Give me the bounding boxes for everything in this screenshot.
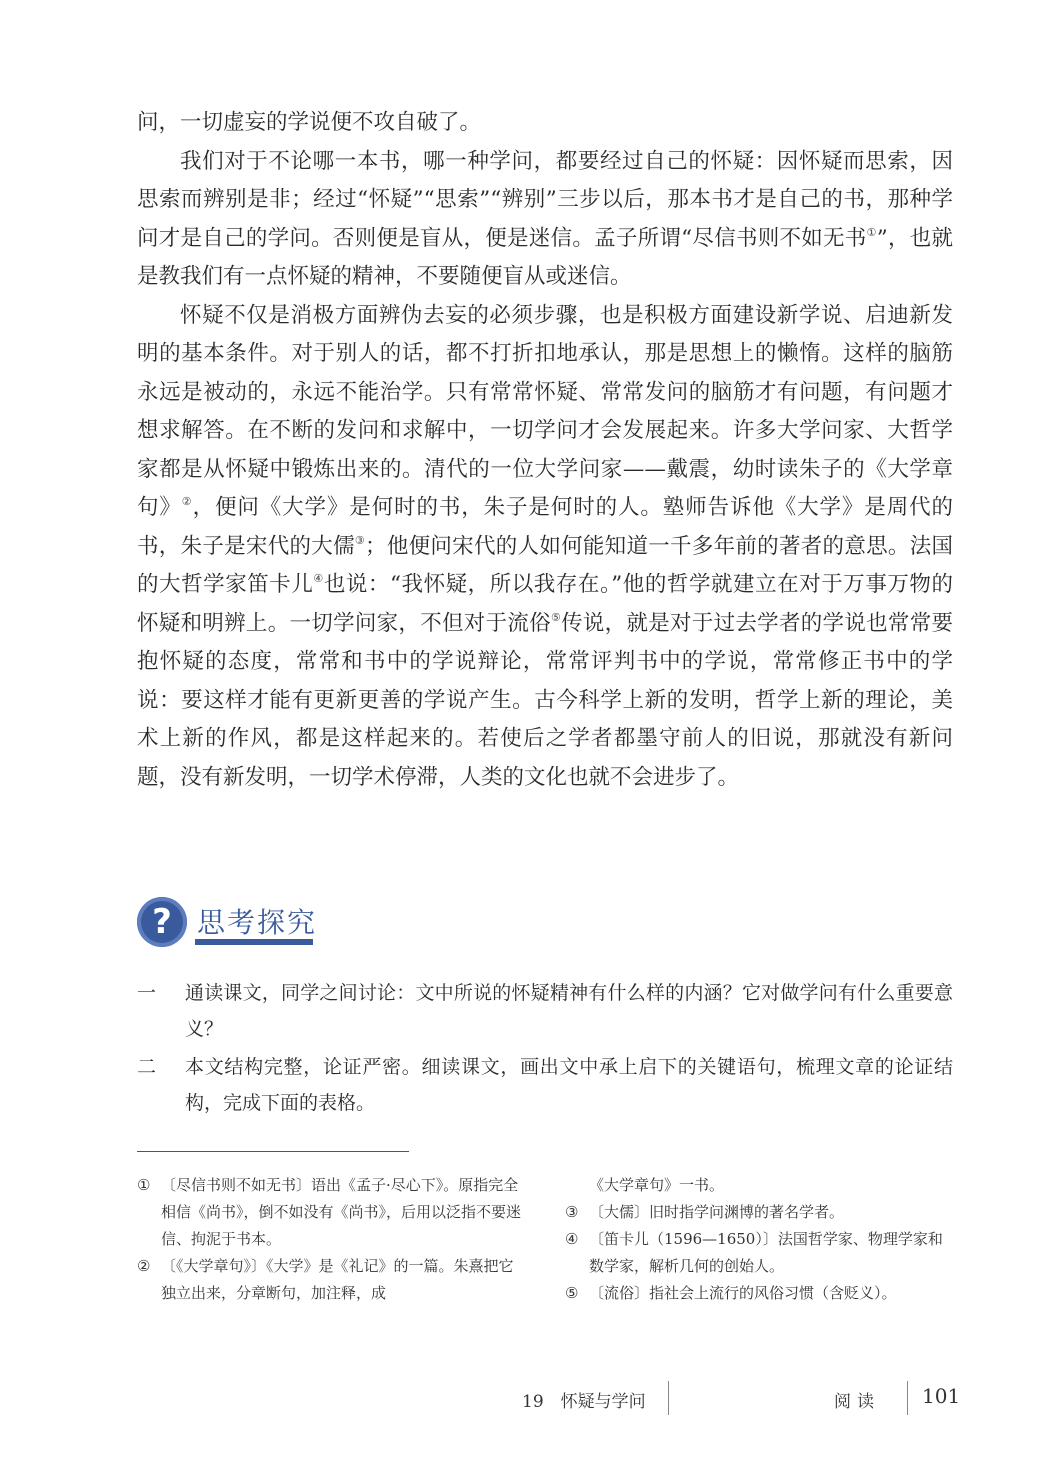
footnote-2-continuation: 《大学章句》一书。 [589,1176,725,1194]
article-body [137,104,953,797]
paragraph-3-text-e: 传说，就是对于过去学者的学说也常常要抱怀疑的态度，常常和书中的学说辩论，常常评判书中的学说，常常修正书中的学说：要这样才能有更新更善的学说产生。古今科学上新的发明，哲学上新的理论，美术上新的作风，都是这样起来的。若使后之学者都墨守前人的旧说，那就没有新问题，没有新发明，一切学术停滞，人类的文化也就不会进步了。 [137,610,953,790]
footnote-mark: ④ [565,1230,579,1248]
paragraph-1: 问，一切虚妄的学说便不攻自破了。 [137,110,482,135]
page-footer [0,1381,1044,1415]
footnote-1 [137,1172,525,1253]
footer-divider [907,1381,908,1415]
paragraph-2-text-b: ”，也就是教我们有一点怀疑的精神，不要随便盲从或迷信。 [137,225,953,289]
paragraph-3-text-c: ；他便问宋代的人如何能知道一千多年前的著者的意思。法国的大哲学家笛卡儿 [137,533,953,597]
footnote-ref-3[interactable]: ③ [354,533,366,547]
footnote-column-right [565,1172,953,1307]
question-number: 一 [137,982,157,1004]
footnote-ref-4[interactable]: ④ [313,572,324,585]
title-underline [195,939,313,945]
question-text: 通读课文，同学之间讨论：文中所说的怀疑精神有什么样的内涵？它对做学问有什么重要意义？ [185,982,953,1040]
footnote-text: 〔笛卡儿（1596—1650）〕法国哲学家、物理学家和数学家，解析几何的创始人。 [589,1230,943,1275]
paragraph-3 [137,297,953,798]
footnote-text: 〔大儒〕旧时指学问渊博的著名学者。 [589,1203,845,1221]
footnote-mark: ⑤ [565,1284,579,1302]
question-list [137,975,953,1123]
think-explore-header [137,897,337,957]
footer-divider [668,1381,669,1415]
footnote-3 [565,1199,953,1226]
footnote-2 [137,1253,525,1307]
paragraph-3-text-b: ，便问《大学》是何时的书，朱子是何时的人。塾师告诉他《大学》是周代的书，朱子是宋代的大儒 [137,495,953,559]
question-number: 二 [137,1056,157,1078]
question-item [137,1049,953,1121]
section-name: 阅读 [834,1392,880,1412]
section-title: 思考探究 [197,906,318,939]
footnote-4 [565,1226,953,1280]
paragraph-3-text-a: 怀疑不仅是消极方面辨伪去妄的必须步骤，也是积极方面建设新学说、启迪新发明的基本条件。对于别人的话，都不打折扣地承认，那是思想上的懒惰。这样的脑筋永远是被动的，永远不能治学。只有常常怀疑、常常发问的脑筋才有问题，有问题才想求解答。在不断的发问和求解中，一切学问才会发展起来。许多大学问家、大哲学家都是从怀疑中锻炼出来的。清代的一位大学问家——戴震，幼时读朱子的《大学章句》 [137,302,953,520]
page-number: 101 [922,1384,961,1408]
footnote-text: 〔流俗〕指社会上流行的风俗习惯（含贬义）。 [589,1284,897,1302]
question-item [137,975,953,1047]
footnote-divider [137,1151,409,1152]
footnote-ref-2[interactable]: ② [181,495,193,508]
footnote-mark: ① [137,1176,151,1194]
footnotes [137,1172,953,1307]
paragraph-2 [137,143,953,297]
chapter-title: 19 怀疑与学问 [522,1392,646,1412]
footnote-mark: ③ [565,1203,579,1221]
question-circle-icon: ? [137,897,187,947]
paragraph-3-text-d: 也说：“我怀疑，所以我存在。”他的哲学就建立在对于万事万物的怀疑和明辨上。一切学问家，不但对于流俗 [137,572,953,636]
footnote-column-left [137,1172,525,1307]
footnote-5 [565,1280,953,1307]
footnote-mark: ② [137,1257,151,1275]
footnote-ref-5[interactable]: ⑤ [550,610,562,624]
question-text: 本文结构完整，论证严密。细读课文，画出文中承上启下的关键语句，梳理文章的论证结构，完成下面的表格。 [185,1056,953,1114]
footnote-text: 〔《大学章句》〕《大学》是《礼记》的一篇。朱熹把它独立出来，分章断句，加注释，成 [161,1257,514,1302]
footnote-text: 〔尽信书则不如无书〕语出《孟子·尽心下》。原指完全相信《尚书》，倒不如没有《尚书》，后用以泛指不要迷信、拘泥于书本。 [161,1176,522,1248]
paragraph-2-text-a: 我们对于不论哪一本书，哪一种学问，都要经过自己的怀疑：因怀疑而思索，因思索而辨别是非；经过“怀疑”“思索”“辨别”三步以后，那本书才是自己的书，那种学问才是自己的学问。否则便是盲从，便是迷信。孟子所谓“尽信书则不如无书 [137,148,953,251]
footnote-ref-1[interactable]: ① [866,225,877,239]
